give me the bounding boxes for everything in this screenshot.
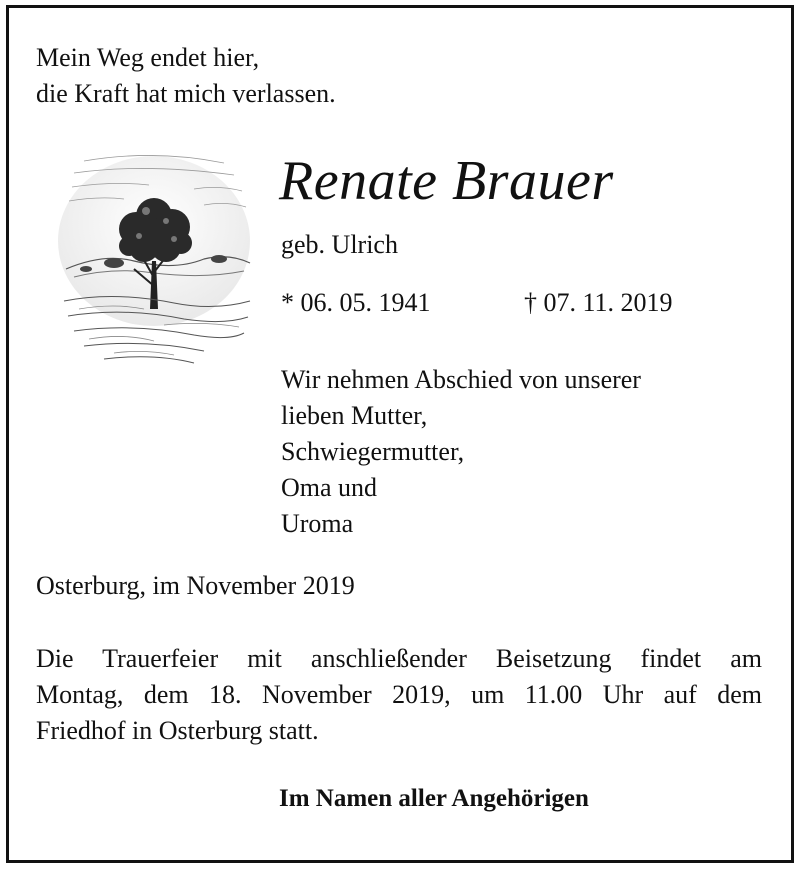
- motto-line: Mein Weg endet hier,: [36, 43, 260, 72]
- death-date: † 07. 11. 2019: [524, 288, 673, 317]
- motto: [36, 40, 336, 112]
- birth-name: geb. Ulrich: [281, 230, 398, 259]
- funeral-line: Die Trauerfeier mit anschließender Beisetzung findet am: [36, 644, 762, 673]
- place-date: Osterburg, im November 2019: [36, 571, 355, 600]
- motto-line: die Kraft hat mich verlassen.: [36, 79, 336, 108]
- funeral-line: Montag, dem 18. November 2019, um 11.00 Uhr auf dem: [36, 680, 762, 709]
- farewell-line: Wir nehmen Abschied von unserer: [281, 365, 641, 394]
- funeral-notice: [36, 641, 762, 749]
- farewell-text: [281, 362, 641, 542]
- farewell-line: Schwiegermutter,: [281, 437, 465, 466]
- farewell-line: Uroma: [281, 509, 354, 538]
- signature: Im Namen aller Angehörigen: [279, 785, 589, 812]
- tree-landscape-icon: [54, 141, 254, 371]
- birth-date: * 06. 05. 1941: [281, 288, 431, 317]
- farewell-line: Oma und: [281, 473, 378, 502]
- farewell-line: lieben Mutter,: [281, 401, 428, 430]
- funeral-line: Friedhof in Osterburg statt.: [36, 716, 319, 745]
- deceased-name: Renate Brauer: [279, 150, 614, 212]
- obituary-frame: [6, 5, 794, 863]
